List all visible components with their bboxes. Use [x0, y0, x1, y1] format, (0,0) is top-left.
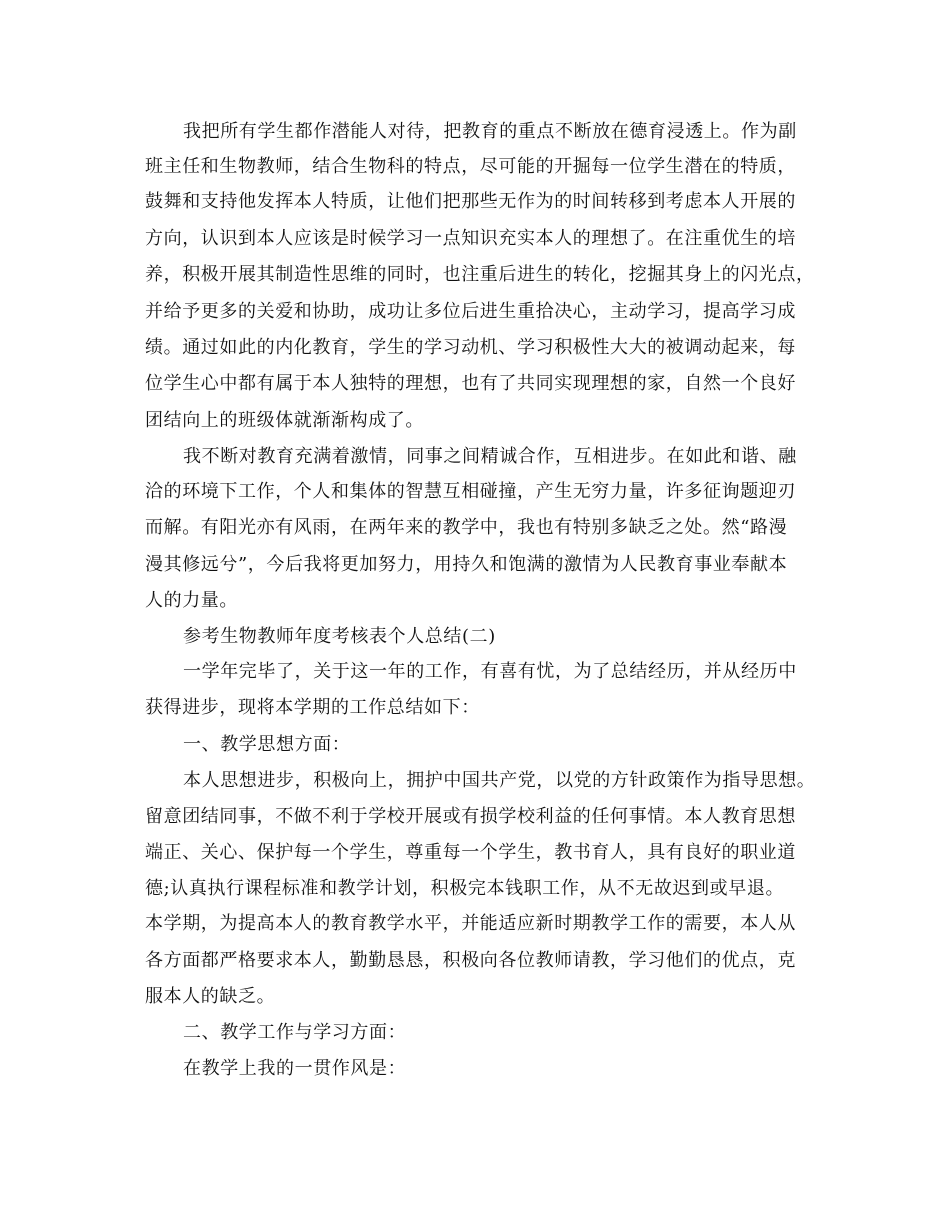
paragraph-4-line-3: 端正、关心、保护每一个学生，尊重每一个学生，教书育人，具有良好的职业道	[145, 842, 796, 863]
paragraph-1-line-5: 养，积极开展其制造性思维的同时，也注重后进生的转化，挖掘其身上的闪光点，	[145, 264, 815, 285]
paragraph-1-line-3: 鼓舞和支持他发挥本人特质，让他们把那些无作为的时间转移到考虑本人开展的	[145, 191, 796, 212]
heading-teaching-thought: 一、教学思想方面：	[183, 734, 351, 755]
paragraph-2-line-1: 我不断对教育充满着激情，同事之间精诚合作，互相进步。在如此和谐、融	[183, 446, 797, 467]
paragraph-1-line-8: 位学生心中都有属于本人独特的理想，也有了共同实现理想的家，自然一个良好	[145, 373, 796, 394]
paragraph-2-line-3: 而解。有阳光亦有风雨，在两年来的教学中，我也有特别多缺乏之处。然“路漫	[145, 517, 788, 538]
paragraph-4-line-2: 留意团结同事，不做不利于学校开展或有损学校利益的任何事情。本人教育思想	[145, 806, 796, 827]
paragraph-2-line-4: 漫其修远兮”，今后我将更加努力，用持久和饱满的激情为人民教育事业奉献本	[145, 554, 788, 575]
paragraph-1-line-4: 方向，认识到本人应该是时候学习一点知识充实本人的理想了。在注重优生的培	[145, 228, 796, 249]
heading-teaching-work: 二、教学工作与学习方面：	[183, 1022, 407, 1043]
section-title: 参考生物教师年度考核表个人总结(二)	[183, 626, 496, 647]
paragraph-5-line-1: 本学期，为提高本人的教育教学水平，并能适应新时期教学工作的需要，本人从	[145, 913, 796, 934]
paragraph-1-line-6: 并给予更多的关爱和协助，成功让多位后进生重拾决心，主动学习，提高学习成	[145, 301, 796, 322]
paragraph-4-line-1: 本人思想进步，积极向上，拥护中国共产党，以党的方针政策作为指导思想。	[183, 770, 816, 791]
paragraph-2-line-5: 人的力量。	[145, 590, 238, 611]
paragraph-1-line-7: 绩。通过如此的内化教育，学生的学习动机、学习积极性大大的被调动起来，每	[145, 337, 796, 358]
paragraph-5-line-2: 各方面都严格要求本人，勤勤恳恳，积极向各位教师请教，学习他们的优点，克	[145, 950, 796, 971]
paragraph-5-line-3: 服本人的缺乏。	[145, 986, 276, 1007]
paragraph-1-line-9: 团结向上的班级体就渐渐构成了。	[145, 410, 424, 431]
paragraph-6-line-1: 在教学上我的一贯作风是：	[183, 1058, 407, 1079]
paragraph-1-line-1: 我把所有学生都作潜能人对待，把教育的重点不断放在德育浸透上。作为副	[183, 121, 797, 142]
paragraph-4-line-4: 德;认真执行课程标准和教学计划，积极完本钱职工作，从不无故迟到或早退。	[145, 878, 785, 899]
paragraph-1-line-2: 班主任和生物教师，结合生物科的特点，尽可能的开掘每一位学生潜在的特质，	[145, 156, 796, 177]
paragraph-3-line-1: 一学年完毕了，关于这一年的工作，有喜有忧，为了总结经历，并从经历中	[183, 661, 797, 682]
paragraph-2-line-2: 洽的环境下工作，个人和集体的智慧互相碰撞，产生无穷力量，许多征询题迎刃	[145, 481, 796, 502]
paragraph-3-line-2: 获得进步，现将本学期的工作总结如下：	[145, 697, 480, 718]
